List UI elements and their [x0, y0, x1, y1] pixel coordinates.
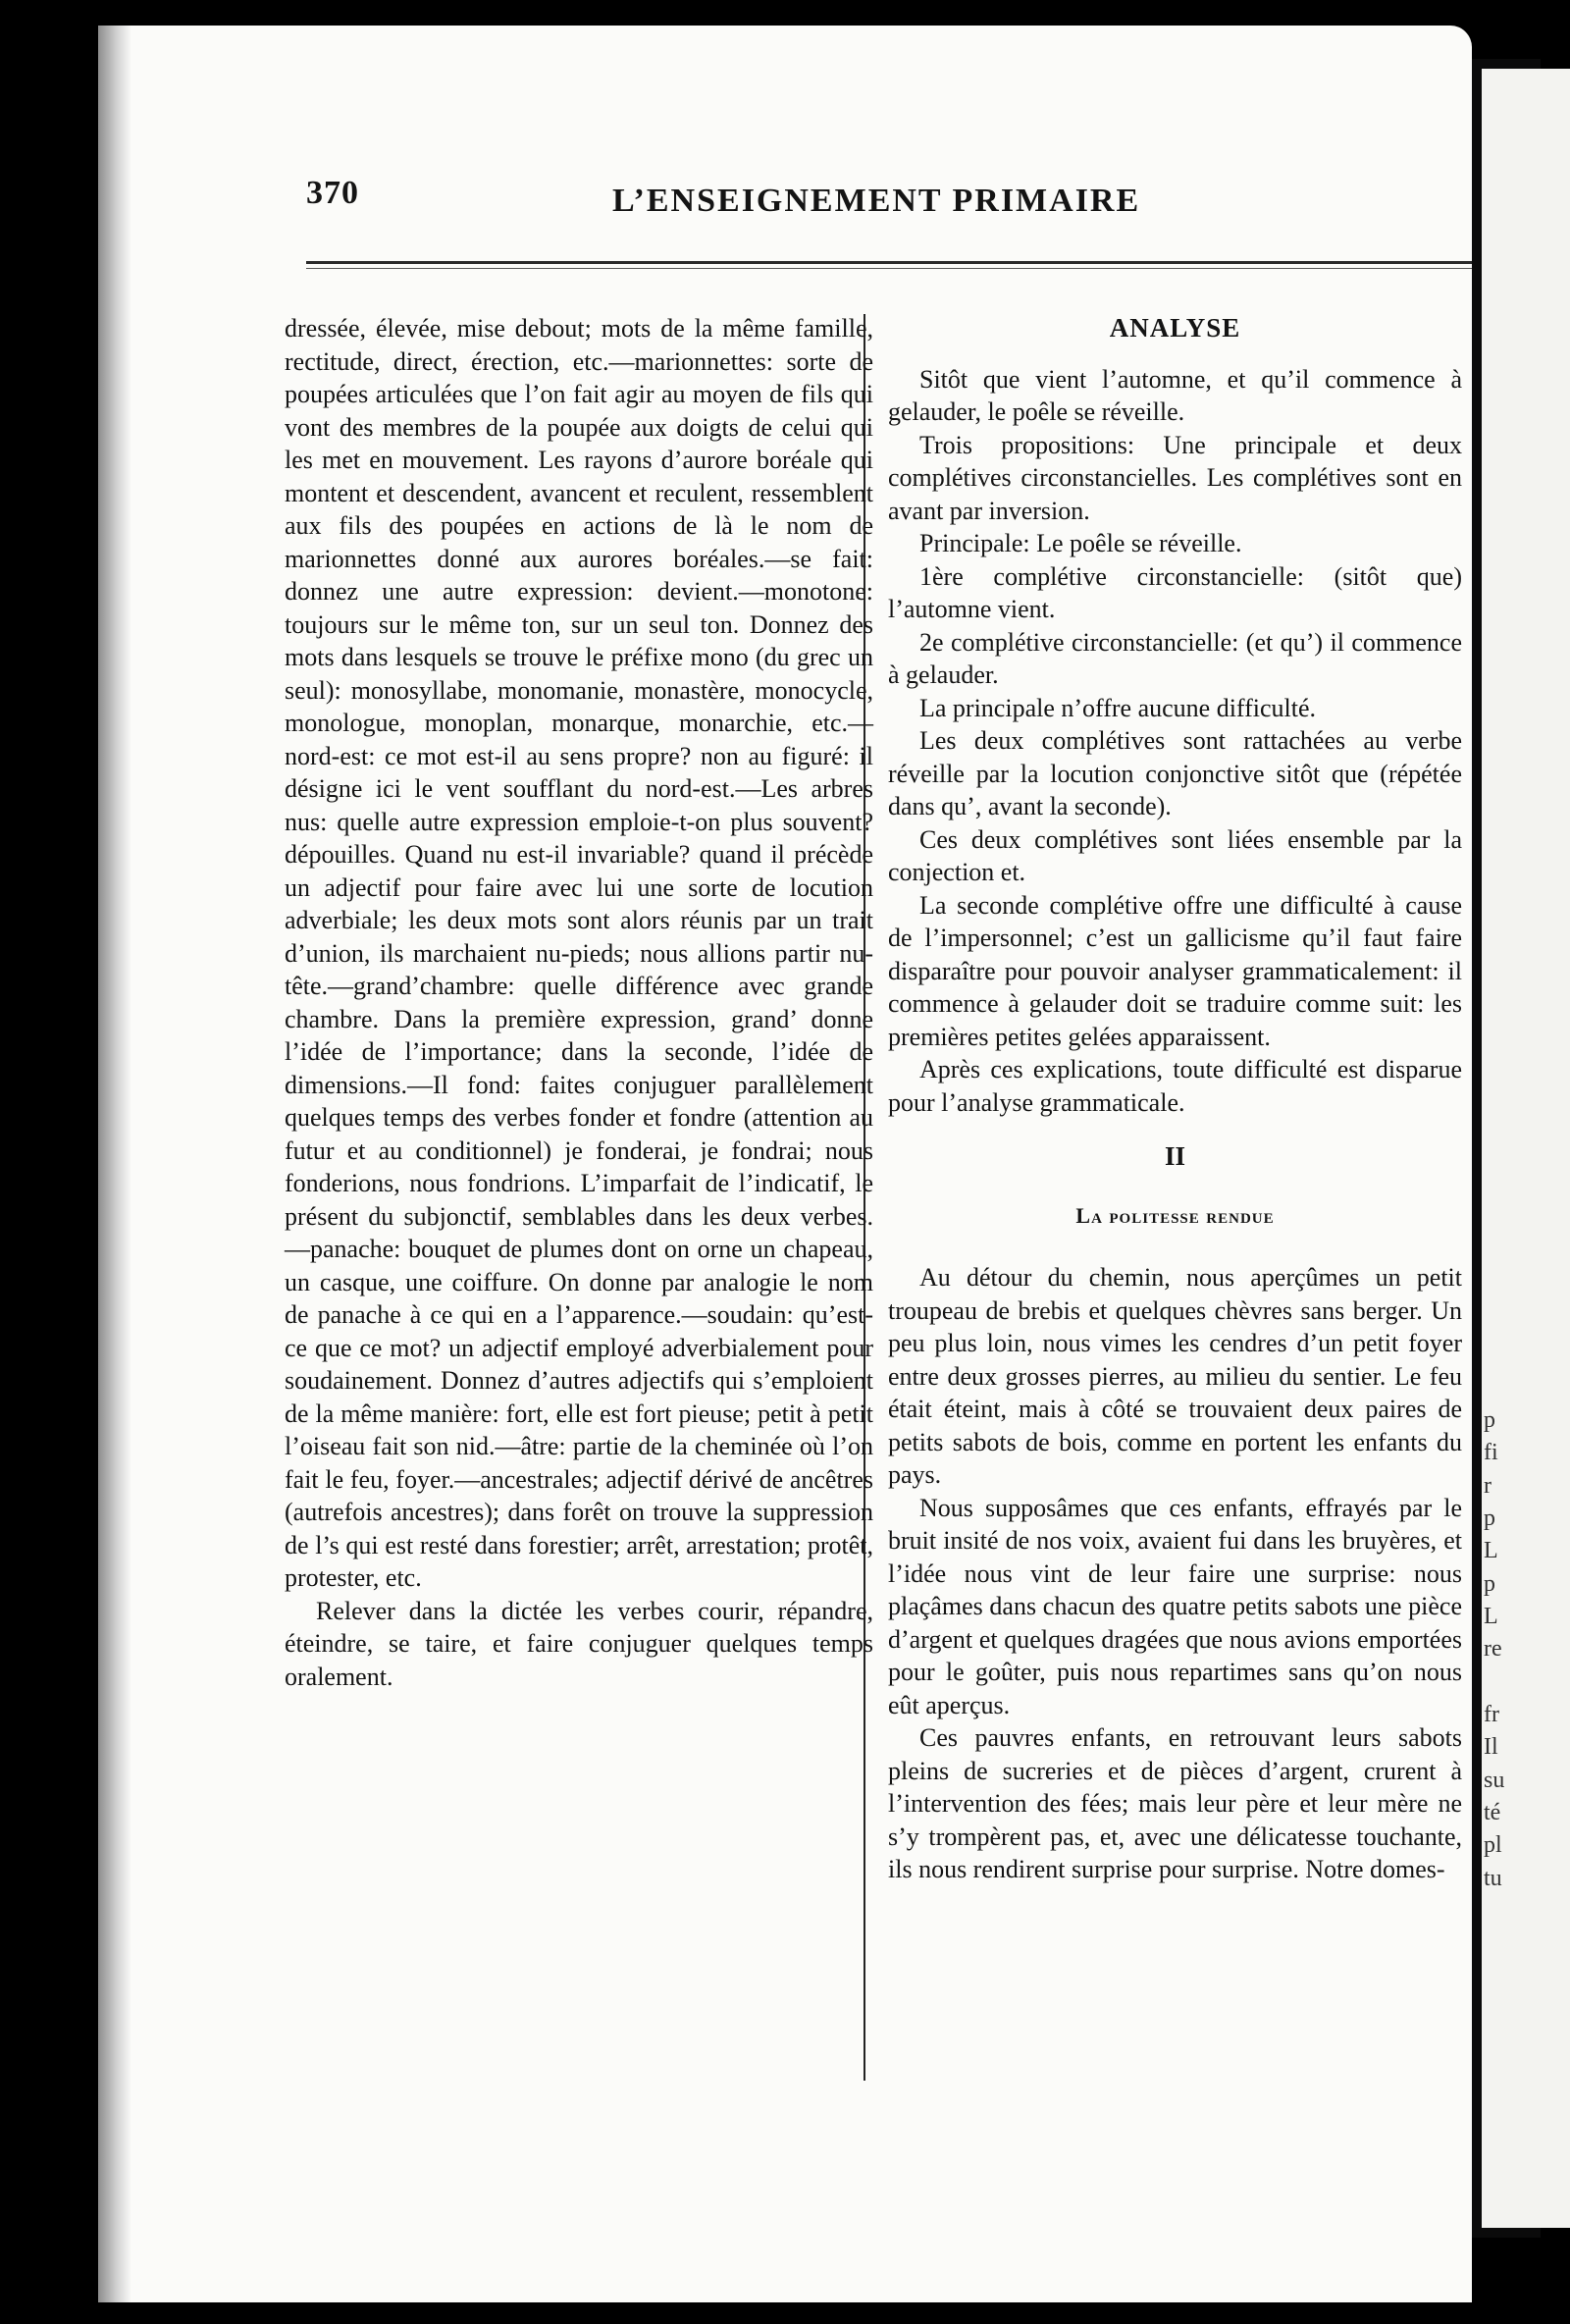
- analyse-paragraph: 2e complétive circonstancielle: (et qu’) il commence à gelauder.: [888, 627, 1462, 689]
- vocabulary-paragraph: dressée, élevée, mise debout; mots de la même famille, rectitude, direct, érection, etc.—marionnettes: sorte de poupées articulées que l’on fait agir au moyen de fils qui vont des membres de la poupée aux doigts de celui qui les met en mouvement. Les rayons d’aurore boréale qui montent et descendent, avancent et reculent, ressemblent aux fils des poupées en actions de là le nom de marionnettes donné aux aurores boréales.—se fait: donnez une autre expression: devient.—monotone: toujours sur le même ton, sur un seul ton. Donnez des mots dans lesquels se trouve le préfixe mono (du grec un seul): monosyllabe, monomanie, monastère, monocycle, monologue, monoplan, monarque, monarchie, etc.—nord-est: ce mot est-il au sens propre? non au figuré: il désigne ici le vent soufflant du nord-est.—Les arbres nus: quelle autre expression emploie-t-on plus souvent? dépouilles. Quand nu est-il invariable? quand il précède un adjectif pour faire avec lui une sorte de locution adverbiale; les deux mots sont alors réunis par un trait d’union, ils marchaient nu-pieds; nous allions partir nu-tête.—grand’chambre: quelle différence avec grande chambre. Dans la première expression, grand’ donne l’idée de l’importance; dans la seconde, l’idée de dimensions.—Il fond: faites conjuguer parallèlement quelques temps des verbes fonder et fondre (attention au futur et au conditionnel) je fonderai, je fondrai; nous fonderions, nous fondrions. L’imparfait de l’indicatif, le présent du subjonctif, semblables dans les deux verbes.—panache: bouquet de plumes dont on orne un chapeau, un casque, une coiffure. On donne par analogie le nom de panache à ce qui en a l’apparence.—soudain: qu’est-ce que ce mot? un adjectif employé adverbialement pour soudainement. Donnez d’autres adjectifs qui s’emploient de la même manière: fort, elle est fort pieuse; petit à petit l’oiseau fait son nid.—âtre: partie de la cheminée où l’on fait le feu, foyer.—ancestrales; adjectif dérivé de ancêtres (autrefois ancestres); dans forêt on trouve la suppression de l’s qui est resté dans forestier; arrêt, arrestation; protêt, protester, etc.: [285, 314, 873, 1592]
- exercise-paragraph: Relever dans la dictée les verbes courir, répandre, éteindre, se taire, et faire conjuguer quelques temps oralement.: [285, 1596, 873, 1691]
- adjacent-fragment: p: [1484, 1505, 1495, 1531]
- story-paragraph: Nous supposâmes que ces enfants, effrayés par le bruit insité de nos voix, avaient fui dans les bruyères, et l’idée nous vint de leur faire une surprise: nous plaçâmes dans chacun des quatre petits sabots une pièce d’argent et quelques dragées que nous avions emportées pour le goûter, puis nous repartimes sans qu’on nous eût aperçus.: [888, 1493, 1462, 1719]
- adjacent-fragment: p: [1484, 1407, 1495, 1433]
- adjacent-fragment: su: [1484, 1768, 1505, 1793]
- adjacent-fragment: fi: [1484, 1440, 1498, 1465]
- running-title: L’ENSEIGNEMENT PRIMAIRE: [612, 183, 1141, 219]
- page-spine-shadow: [98, 26, 131, 2302]
- right-column: [888, 312, 1462, 1886]
- adjacent-page-edge: [1482, 69, 1570, 2228]
- header-rule: [306, 261, 1472, 264]
- analyse-paragraph: La seconde complétive offre une difficulté à cause de l’impersonnel; c’est un gallicisme qu’il faut faire disparaître pour pouvoir analyser grammaticalement: il commence à gelauder doit se traduire comme suit: les premières petites gelées apparaissent.: [888, 890, 1462, 1051]
- adjacent-fragment: p: [1484, 1571, 1495, 1597]
- adjacent-fragment: fr: [1484, 1702, 1499, 1727]
- analyse-paragraph: Sitôt que vient l’automne, et qu’il commence à gelauder, le poêle se réveille.: [888, 364, 1462, 426]
- section-title: La politesse rendue: [1075, 1202, 1275, 1228]
- adjacent-fragment: Il: [1484, 1734, 1498, 1760]
- page-number: 370: [306, 175, 359, 211]
- left-column: [285, 312, 873, 1693]
- section-number: II: [1164, 1141, 1185, 1171]
- analyse-paragraph: Principale: Le poêle se réveille.: [919, 529, 1242, 557]
- analyse-paragraph: Après ces explications, toute difficulté est disparue pour l’analyse grammaticale.: [888, 1055, 1462, 1117]
- header-rule-thin: [306, 268, 1472, 269]
- story-paragraph: Ces pauvres enfants, en retrouvant leurs sabots pleins de sucreries et de pièces d’argent, crurent à l’intervention des fées; mais leur père et leur mère ne s’y trompèrent pas, et, avec une délicatesse touchante, ils nous rendirent surprise pour surprise. Notre domes-: [888, 1723, 1462, 1883]
- analyse-heading: ANALYSE: [1109, 313, 1241, 343]
- adjacent-fragment: pl: [1484, 1832, 1502, 1858]
- analyse-paragraph: Les deux complétives sont rattachées au verbe réveille par la locution conjonctive sitôt que (répétée dans qu’, avant la seconde).: [888, 726, 1462, 820]
- analyse-paragraph: Ces deux complétives sont liées ensemble par la conjection et.: [888, 824, 1462, 886]
- story-paragraph: Au détour du chemin, nous aperçûmes un petit troupeau de brebis et quelques chèvres sans berger. Un peu plus loin, nous vimes les cendres d’un petit foyer entre deux grosses pierres, au milieu du sentier. Le feu était éteint, mais à côté se trouvaient deux paires de petits sabots de bois, comme en portent les enfants du pays.: [888, 1263, 1462, 1489]
- analyse-paragraph: 1ère complétive circonstancielle: (sitôt que) l’automne vient.: [888, 561, 1462, 623]
- adjacent-fragment: tu: [1484, 1866, 1502, 1891]
- analyse-paragraph: La principale n’offre aucune difficulté.: [919, 693, 1317, 722]
- adjacent-fragment: r: [1484, 1473, 1492, 1499]
- adjacent-fragment: L: [1484, 1604, 1498, 1629]
- adjacent-fragment: té: [1484, 1800, 1501, 1825]
- analyse-paragraph: Trois propositions: Une principale et deux complétives circonstancielles. Les complétives sont en avant par inversion.: [888, 430, 1462, 525]
- page-header: [306, 175, 1185, 224]
- adjacent-fragment: re: [1484, 1636, 1502, 1662]
- adjacent-fragment: L: [1484, 1538, 1498, 1563]
